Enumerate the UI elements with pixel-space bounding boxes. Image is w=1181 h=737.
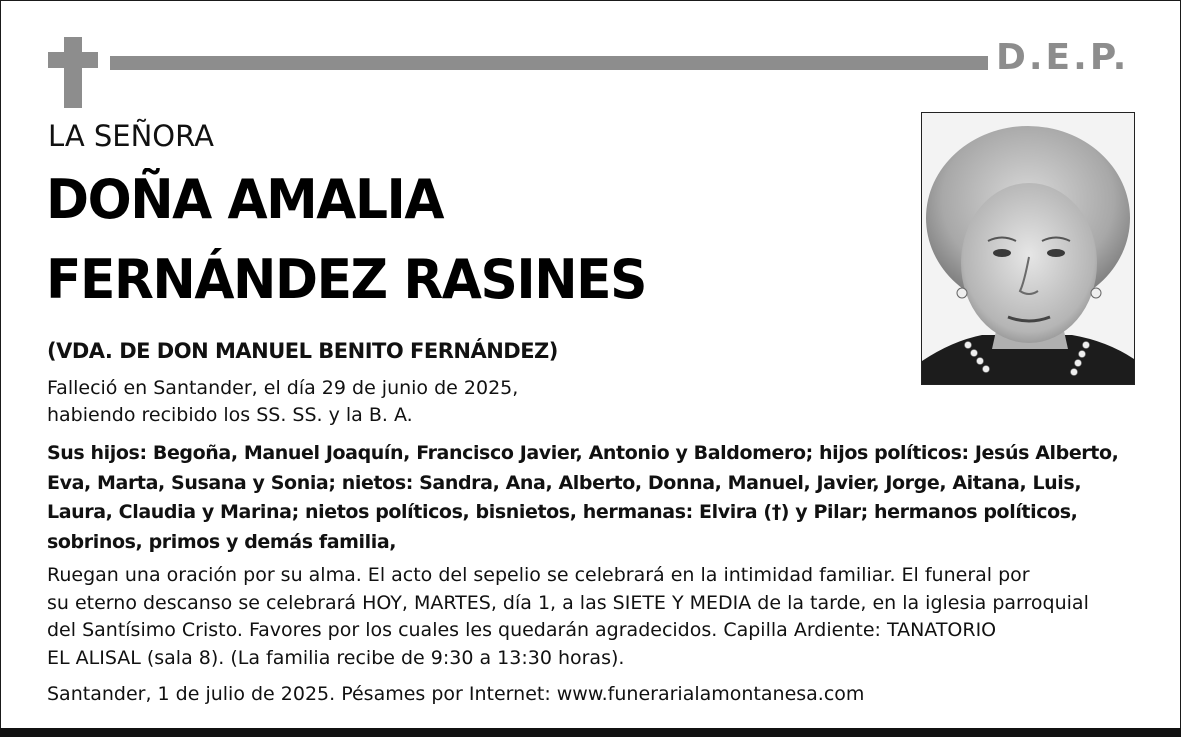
cross-icon-arm [48,52,98,68]
deceased-name-line1: DOÑA AMALIA [46,168,444,231]
death-notice-line: habiendo recibido los SS. SS. y la B. A. [47,404,413,426]
dep-label: D.E.P. [996,37,1130,78]
death-notice-line: Falleció en Santander, el día 29 de junio de 2025, [47,377,519,399]
funeral-line: del Santísimo Cristo. Favores por los cuales les quedarán agradecidos. Capilla Ardiente: TANATORIO [47,619,997,641]
family-line: Sus hijos: Begoña, Manuel Joaquín, Francisco Javier, Antonio y Baldomero; hijos políticos: Jesús Alberto, [47,442,1119,464]
portrait-photo [921,112,1135,385]
footer-text: Santander, 1 de julio de 2025. Pésames por Internet: www.funerarialamontanesa.com [47,683,865,705]
widow-of: (VDA. DE DON MANUEL BENITO FERNÁNDEZ) [47,339,558,363]
title-prefix: LA SEÑORA [48,119,214,153]
death-notice [47,375,518,429]
funeral-line: EL ALISAL (sala 8). (La familia recibe de 9:30 a 13:30 horas). [47,646,625,669]
header-rule [110,56,988,70]
funeral-details [47,562,1089,672]
bottom-border [0,728,1181,737]
funeral-line: Ruegan una oración por su alma. El acto del sepelio se celebrará en la intimidad familiar. El funeral por [47,564,1030,586]
family-list [47,439,1118,557]
family-line: Eva, Marta, Susana y Sonia; nietos: Sandra, Ana, Alberto, Donna, Manuel, Javier, Jorge, Aitana, Luis, [47,471,1082,494]
cross-icon [64,37,82,108]
family-line: Laura, Claudia y Marina; nietos políticos, bisnietos, hermanas: Elvira (†) y Pilar; hermanos políticos, [47,501,1078,523]
funeral-line: su eterno descanso se celebrará HOY, MARTES, día 1, a las SIETE Y MEDIA de la tarde, en la iglesia parroquial [47,591,1089,614]
family-line: sobrinos, primos y demás familia, [47,530,397,553]
deceased-name-line2: FERNÁNDEZ RASINES [46,248,647,311]
